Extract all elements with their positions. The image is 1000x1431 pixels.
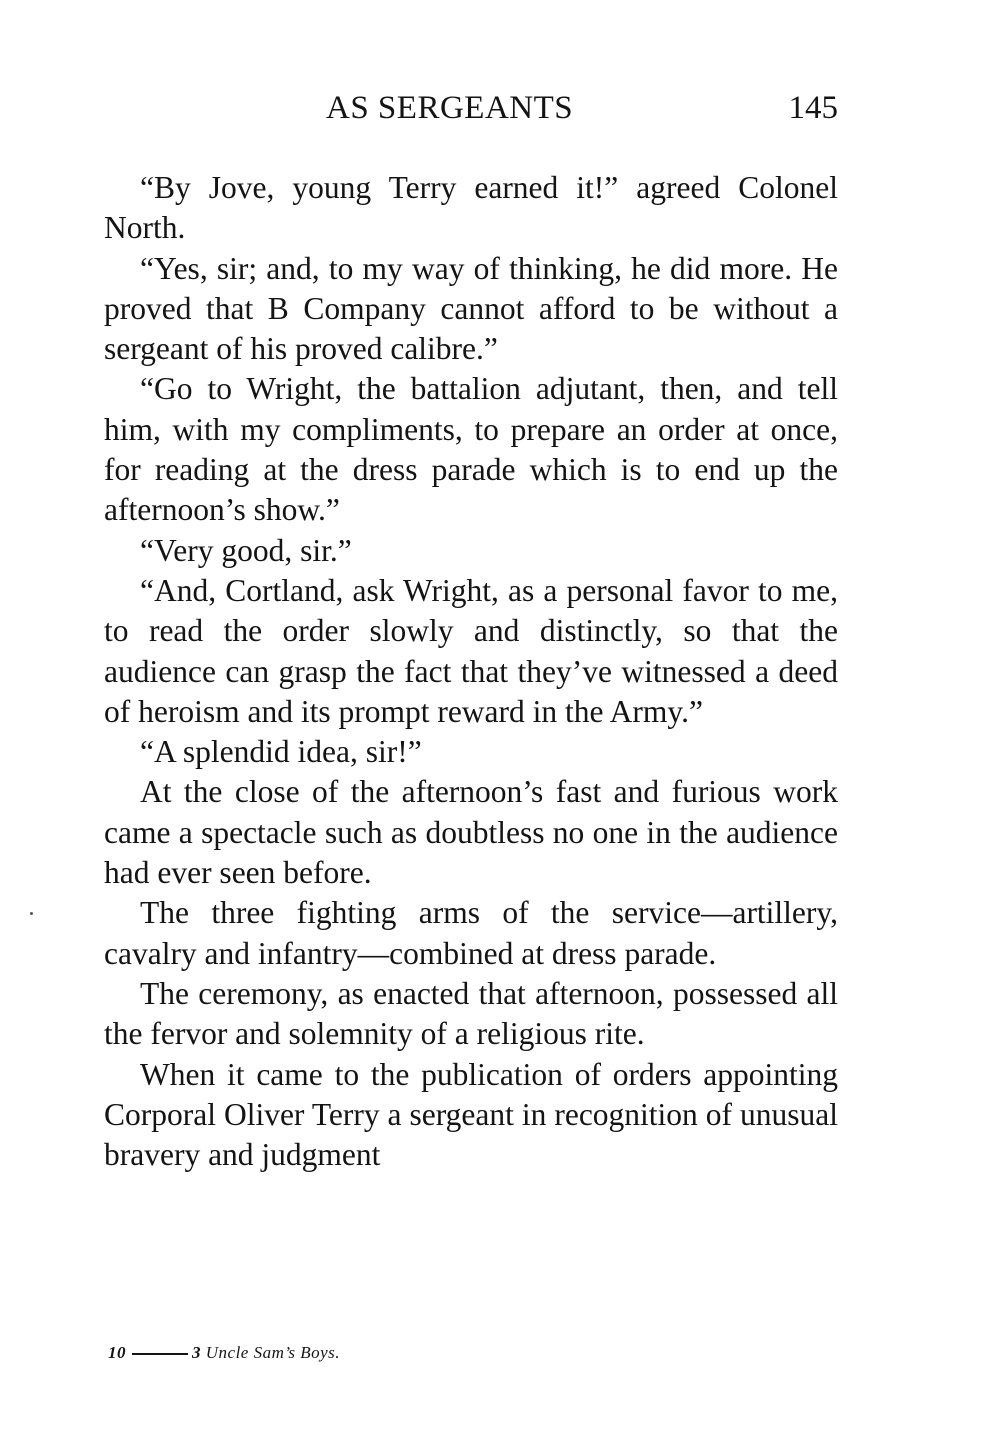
body-text xyxy=(104,168,838,1175)
footer-rule xyxy=(132,1353,188,1355)
paragraph: The ceremony, as enacted that afternoon, possessed all the fervor and solemnity of a religious rite. xyxy=(104,975,838,1052)
paragraph: “Go to Wright, the battalion adjutant, then, and tell him, with my compliments, to prepare an order at once, for reading at the dress parade which is to end up the afternoon’s show.” xyxy=(104,371,838,528)
running-head: AS SERGEANTS xyxy=(326,90,574,126)
page-number: 145 xyxy=(788,90,838,126)
paragraph: “Very good, sir.” xyxy=(140,532,352,568)
paragraph: When it came to the publication of orders appointing Corporal Oliver Terry a sergeant in recognition of unusual bravery and judgment xyxy=(104,1056,838,1173)
page-header xyxy=(104,86,838,130)
paragraph: “By Jove, young Terry earned it!” agreed Colonel North. xyxy=(104,170,838,246)
scan-speck xyxy=(30,912,33,915)
book-short-title: Uncle Sam’s Boys. xyxy=(205,1343,340,1362)
signature-mark: 10 xyxy=(108,1343,126,1362)
paragraph: “Yes, sir; and, to my way of thinking, he did more. He proved that B Company cannot afford to be without a sergeant of his proved calibre.” xyxy=(104,250,838,367)
paragraph: “And, Cortland, ask Wright, as a personal favor to me, to read the order slowly and distinctly, so that the audience can grasp the fact that they’ve witnessed a deed of heroism and its prompt reward in the Army.” xyxy=(104,572,838,729)
volume-number: 3 xyxy=(192,1343,201,1362)
paragraph: “A splendid idea, sir!” xyxy=(140,734,422,770)
paragraph: At the close of the afternoon’s fast and furious work came a spectacle such as doubtless no one in the audience had ever seen before. xyxy=(104,774,838,891)
signature-footer xyxy=(108,1342,340,1364)
paragraph: The three fighting arms of the service—artillery, cavalry and infantry—combined at dress parade. xyxy=(104,895,838,971)
